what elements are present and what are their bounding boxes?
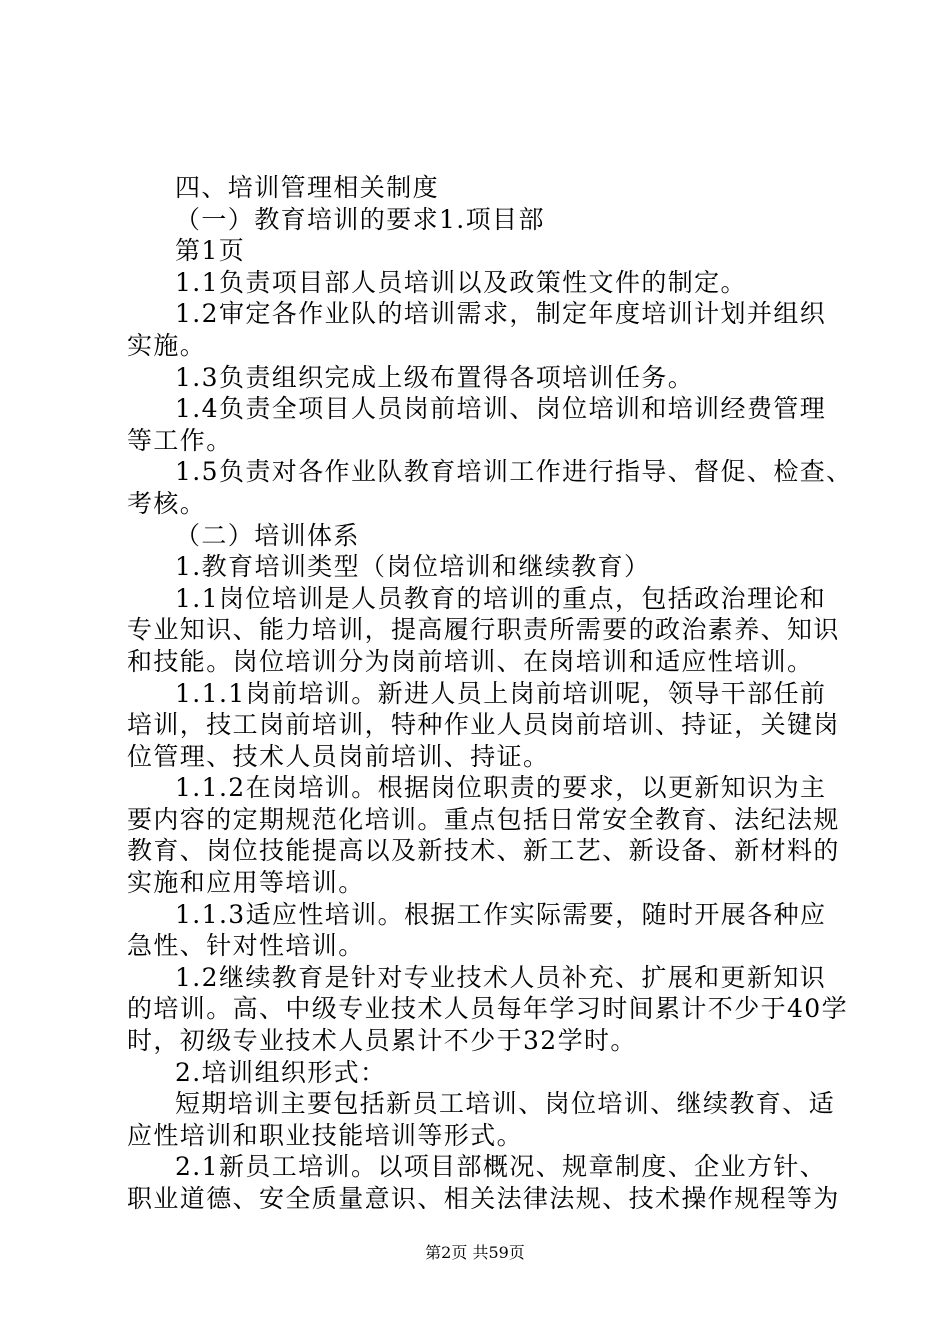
text-line: 1.2继续教育是针对专业技术人员补充、扩展和更新知识: [175, 962, 827, 992]
text-line: 等工作。: [127, 425, 233, 455]
text-line: 专业知识、能力培训，提高履行职责所需要的政治素养、知识: [127, 615, 840, 645]
text-line: 1.1负责项目部人员培训以及政策性文件的制定。: [175, 267, 747, 297]
text-line: 四、培训管理相关制度: [175, 173, 440, 202]
text-line: 2.培训组织形式：: [175, 1057, 387, 1087]
text-line: 实施和应用等培训。: [127, 868, 365, 898]
text-line: 1.1岗位培训是人员教育的培训的重点，包括政治理论和: [175, 583, 827, 613]
text-line: （一）教育培训的要求1.项目部: [175, 204, 545, 234]
text-line: 教育、岗位技能提高以及新技术、新工艺、新设备、新材料的: [127, 836, 840, 866]
text-line: 培训，技工岗前培训，特种作业人员岗前培训、持证，关键岗: [127, 710, 840, 740]
text-line: 和技能。岗位培训分为岗前培训、在岗培训和适应性培训。: [127, 646, 814, 676]
text-line: 1.教育培训类型（岗位培训和继续教育）: [175, 552, 651, 582]
text-line: 考核。: [127, 488, 207, 518]
text-line: 短期培训主要包括新员工培训、岗位培训、继续教育、适: [175, 1089, 836, 1119]
text-line: 第1页: [175, 236, 246, 266]
text-line: 1.3负责组织完成上级布置得各项培训任务。: [175, 362, 695, 392]
text-line: 位管理、技术人员岗前培训、持证。: [127, 741, 550, 771]
text-line: 实施。: [127, 330, 207, 360]
text-line: 急性、针对性培训。: [127, 931, 365, 961]
text-line: 应性培训和职业技能培训等形式。: [127, 1120, 524, 1150]
text-line: 的培训。高、中级专业技术人员每年学习时间累计不少于40学: [127, 994, 849, 1024]
text-line: 1.1.3适应性培训。根据工作实际需要，随时开展各种应: [175, 899, 827, 929]
text-line: 1.5负责对各作业队教育培训工作进行指导、督促、检查、: [175, 457, 853, 487]
text-line: 1.1.1岗前培训。新进人员上岗前培训呢，领导干部任前: [175, 678, 827, 708]
text-line: （二）培训体系: [175, 520, 360, 550]
text-line: 1.4负责全项目人员岗前培训、岗位培训和培训经费管理: [175, 394, 827, 424]
page-footer: 第2页 共59页: [425, 1243, 525, 1262]
text-line: 1.2审定各作业队的培训需求，制定年度培训计划并组织: [175, 299, 827, 329]
text-line: 1.1.2在岗培训。根据岗位职责的要求，以更新知识为主: [175, 773, 827, 803]
text-line: 职业道德、安全质量意识、相关法律法规、技术操作规程等为: [127, 1184, 840, 1213]
text-line: 2.1新员工培训。以项目部概况、规章制度、企业方针、: [175, 1152, 827, 1182]
text-line: 要内容的定期规范化培训。重点包括日常安全教育、法纪法规: [127, 804, 840, 834]
text-line: 时，初级专业技术人员累计不少于32学时。: [127, 1026, 637, 1056]
document-body: [127, 172, 853, 1215]
